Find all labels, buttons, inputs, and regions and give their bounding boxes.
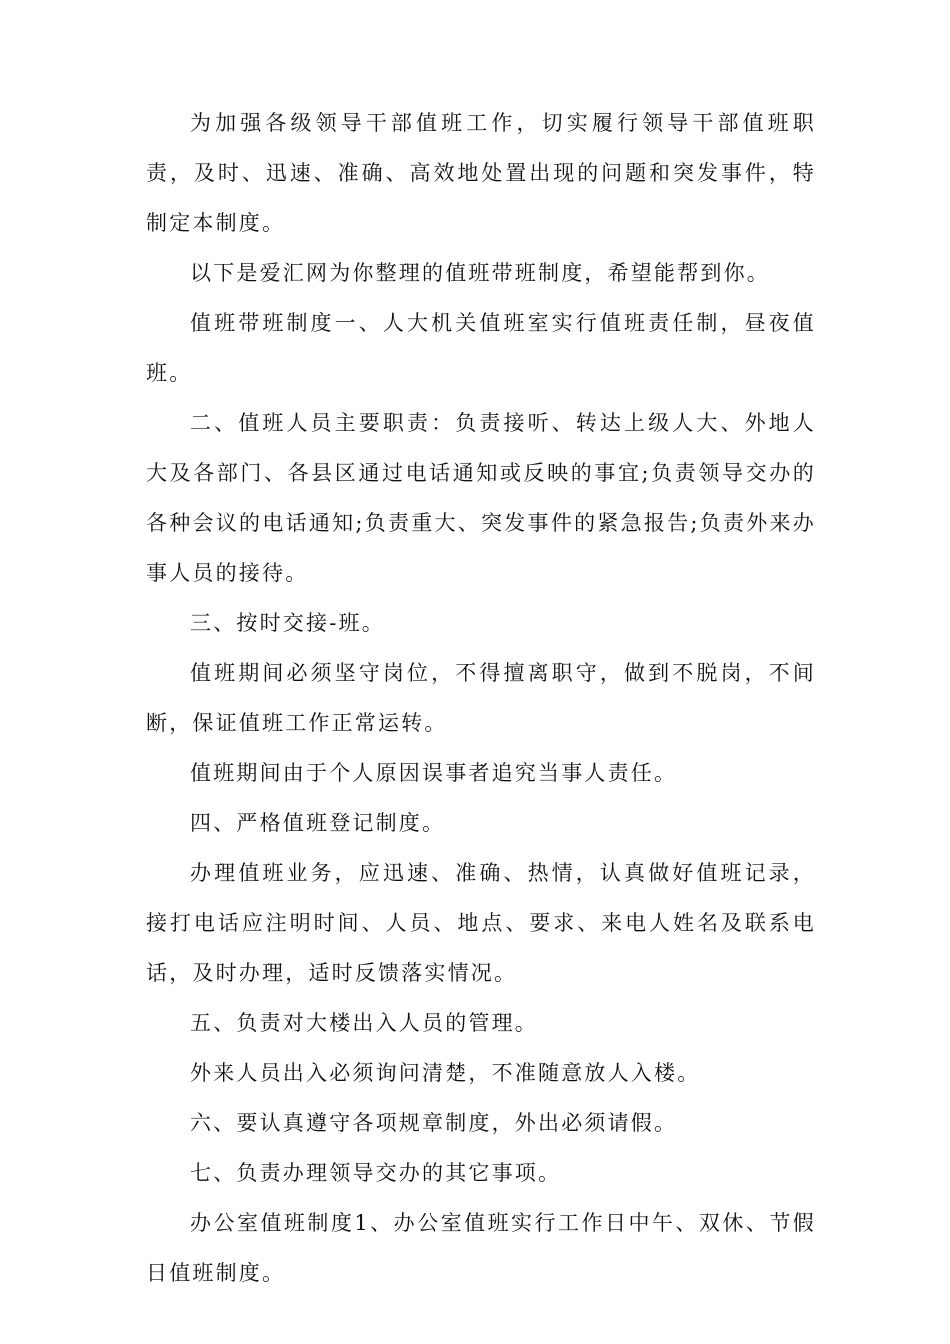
paragraph-office-duty: 办公室值班制度1、办公室值班实行工作日中午、双休、节假日值班制度。 xyxy=(146,1211,816,1285)
paragraph-rule-5-detail: 外来人员出入必须询问清楚，不准随意放人入楼。 xyxy=(190,1061,701,1085)
paragraph-intro: 以下是爱汇网为你整理的值班带班制度，希望能帮到你。 xyxy=(190,261,770,285)
paragraph-rule-4: 四、严格值班登记制度。 xyxy=(190,811,446,835)
paragraph-rule-7: 七、负责办理领导交办的其它事项。 xyxy=(190,1161,562,1185)
paragraph-rule-4-detail: 办理值班业务，应迅速、准确、热情，认真做好值班记录，接打电话应注明时间、人员、地点、要求、来电人姓名及联系电话，及时办理，适时反馈落实情况。 xyxy=(146,861,816,985)
paragraph-rule-2: 二、值班人员主要职责：负责接听、转达上级人大、外地人大及各部门、各县区通过电话通知或反映的事宜;负责领导交办的各种会议的电话通知;负责重大、突发事件的紧急报告;负责外来办事人员的接待。 xyxy=(146,411,816,585)
paragraph-rule-3: 三、按时交接-班。 xyxy=(190,611,385,635)
paragraph-rule-6: 六、要认真遵守各项规章制度，外出必须请假。 xyxy=(190,1111,678,1135)
paragraph-rule-3-detail-a: 值班期间必须坚守岗位，不得擅离职守，做到不脱岗，不间断，保证值班工作正常运转。 xyxy=(146,661,816,735)
paragraph-rule-1: 值班带班制度一、人大机关值班室实行值班责任制，昼夜值班。 xyxy=(146,311,816,385)
paragraph-rule-3-detail-b: 值班期间由于个人原因误事者追究当事人责任。 xyxy=(190,761,678,785)
document-body xyxy=(146,98,816,1298)
paragraph-rule-5: 五、负责对大楼出入人员的管理。 xyxy=(190,1011,538,1035)
paragraph-purpose: 为加强各级领导干部值班工作，切实履行领导干部值班职责，及时、迅速、准确、高效地处置出现的问题和突发事件，特制定本制度。 xyxy=(146,111,816,235)
